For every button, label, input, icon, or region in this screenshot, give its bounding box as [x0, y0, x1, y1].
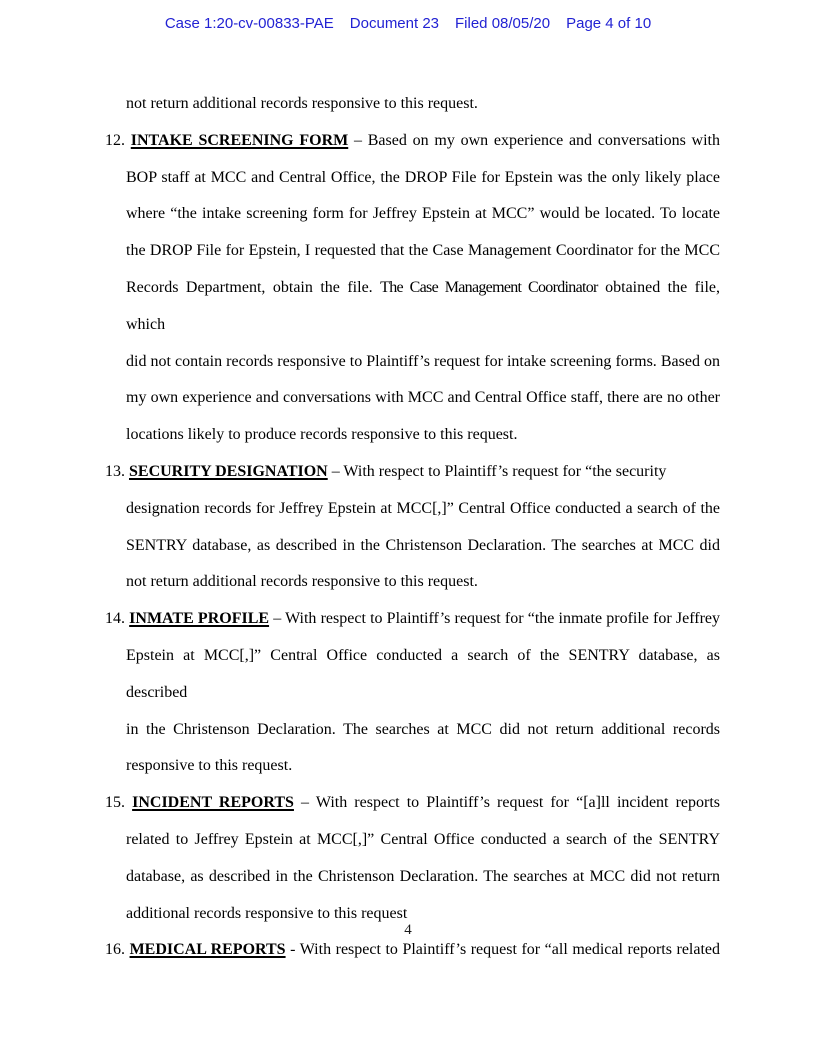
text-segment: – With respect to Plaintiff’s request for “the security — [327, 462, 667, 480]
paragraph-heading: INCIDENT REPORTS — [132, 794, 294, 812]
text-line — [126, 638, 720, 712]
text-line — [126, 564, 720, 601]
text-line — [126, 86, 720, 123]
text-segment: – With respect to Plaintiff’s request for “the inmate profile for Jeffrey — [269, 610, 720, 628]
text-line — [126, 344, 720, 381]
text-segment: 15. — [105, 794, 133, 812]
document-number: Document 23 — [349, 15, 440, 32]
text-segment: locations likely to produce records responsive to this request. — [126, 426, 518, 444]
text-segment: SENTRY database, as described in the Christenson Declaration. The searches at MCC did — [126, 536, 720, 554]
text-line — [126, 822, 720, 859]
text-line — [126, 233, 720, 270]
numbered-paragraph-line — [105, 785, 720, 822]
numbered-paragraph-line — [105, 123, 720, 160]
text-segment: not return additional records responsive to this request. — [126, 95, 478, 112]
numbered-paragraph-line — [105, 601, 720, 638]
text-line — [126, 380, 720, 417]
text-line — [126, 160, 720, 197]
case-stamp-header — [0, 15, 816, 32]
text-segment: did not contain records responsive to Plaintiff’s request for intake screening forms. Based on — [126, 352, 720, 370]
text-line — [126, 748, 720, 785]
text-segment: my own experience and conversations with MCC and Central Office staff, there are no other — [126, 389, 720, 407]
text-segment: 12. — [105, 131, 131, 149]
numbered-paragraph-line — [105, 454, 720, 491]
case-number: Case 1:20-cv-00833-PAE — [164, 15, 334, 32]
text-segment: responsive to this request. — [126, 757, 293, 775]
text-segment: – With respect to Plaintiff’s request for “[a]ll incident reports — [293, 794, 721, 812]
text-line — [126, 712, 720, 749]
document-body — [105, 86, 721, 969]
filed-date: Filed 08/05/20 — [455, 15, 551, 32]
paragraph-heading: INTAKE SCREENING FORM — [130, 131, 349, 149]
text-segment: the DROP File for Epstein, I requested that the Case Management Coordinator for the MCC — [126, 242, 720, 260]
text-line — [126, 859, 720, 896]
text-segment: – Based on my own experience and conversations with — [348, 131, 720, 149]
paragraph-heading: MEDICAL REPORTS — [129, 941, 286, 959]
text-segment: - With respect to Plaintiff’s request for “all medical reports related — [285, 941, 721, 959]
text-segment: Records Department, obtain the file. — [126, 278, 381, 296]
text-segment: obtained the file, which — [126, 278, 721, 333]
text-segment: additional records responsive to this request — [126, 904, 408, 922]
text-line — [126, 270, 720, 344]
page-number: 4 — [404, 922, 412, 938]
text-segment: in the Christenson Declaration. The searches at MCC did not return additional records — [126, 720, 720, 738]
text-line — [126, 491, 720, 528]
text-segment: not return additional records responsive to this request. — [126, 573, 478, 591]
text-segment: 13. — [105, 462, 129, 480]
text-segment: 14. — [105, 610, 130, 628]
text-segment: database, as described in the Christenson Declaration. The searches at MCC did not return — [126, 867, 720, 885]
paragraph-heading: INMATE PROFILE — [129, 610, 270, 628]
text-segment: where “the intake screening form for Jeffrey Epstein at MCC” would be located. To locate — [126, 205, 720, 223]
paragraph-heading: SECURITY DESIGNATION — [129, 462, 328, 480]
text-line — [126, 196, 720, 233]
text-segment: related to Jeffrey Epstein at MCC[,]” Central Office conducted a search of the SENTRY — [126, 830, 720, 848]
text-segment: designation records for Jeffrey Epstein at MCC[,]” Central Office conducted a search of the — [126, 499, 720, 517]
text-segment: Epstein at MCC[,]” Central Office conducted a search of the SENTRY database, as described — [126, 646, 720, 701]
text-segment: BOP staff at MCC and Central Office, the DROP File for Epstein was the only likely place — [126, 168, 720, 186]
text-segment: The Case Management Coordinator — [380, 278, 598, 296]
page-indicator: Page 4 of 10 — [566, 15, 652, 32]
text-line — [126, 417, 720, 454]
text-segment: 16. — [105, 941, 130, 959]
text-line — [126, 528, 720, 565]
